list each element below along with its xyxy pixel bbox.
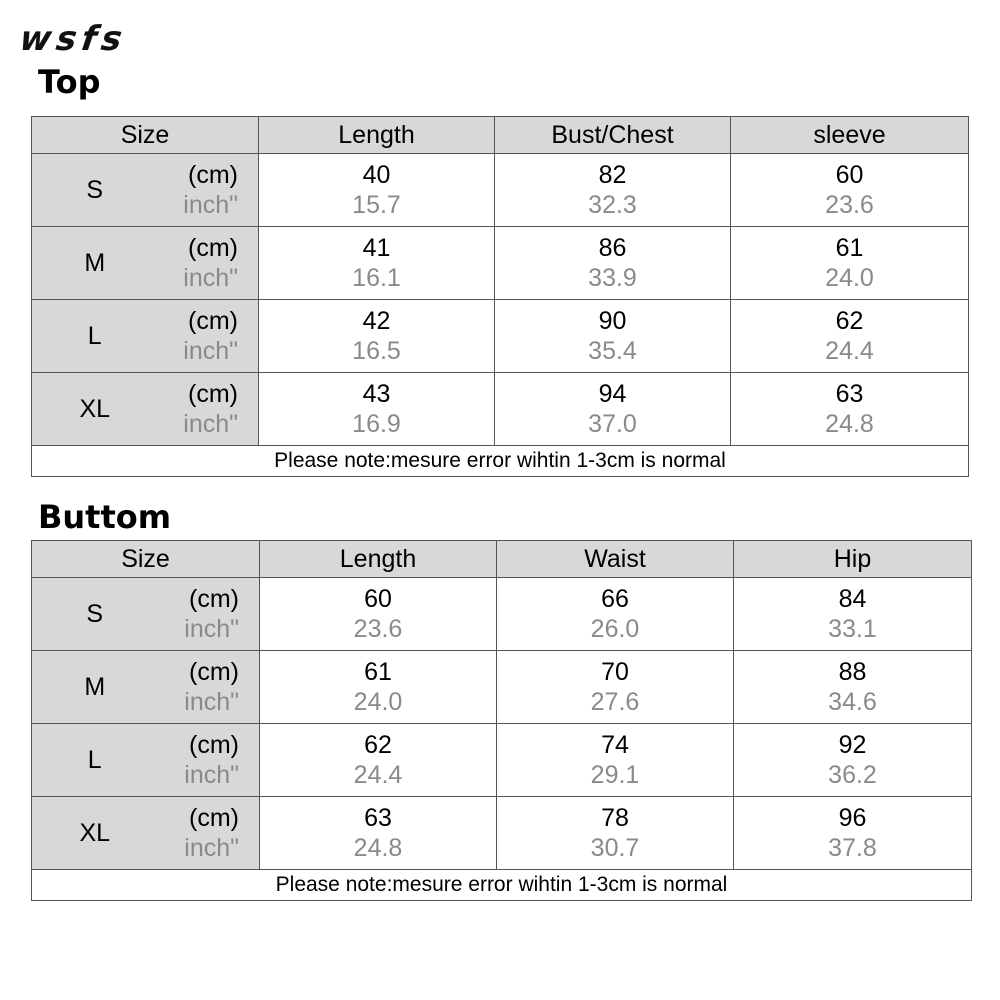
unit-cm-label: (cm) — [158, 724, 260, 761]
inch-value: 24.4 — [260, 760, 497, 797]
header-size: Size — [32, 117, 259, 154]
inch-value: 36.2 — [734, 760, 972, 797]
inch-value: 16.5 — [259, 336, 495, 373]
inch-value: 34.6 — [734, 687, 972, 724]
unit-inch-label: inch" — [158, 687, 260, 724]
cm-value: 70 — [497, 651, 734, 688]
header-length: Length — [259, 117, 495, 154]
unit-inch-label: inch" — [158, 614, 260, 651]
cm-value: 61 — [731, 227, 969, 264]
table-row — [32, 227, 969, 264]
inch-value: 16.1 — [259, 263, 495, 300]
cm-value: 96 — [734, 797, 972, 834]
note-row — [32, 446, 969, 477]
table-row — [32, 578, 972, 615]
inch-value: 15.7 — [259, 190, 495, 227]
unit-cm-label: (cm) — [158, 797, 260, 834]
cm-value: 60 — [731, 154, 969, 191]
header-sleeve: sleeve — [731, 117, 969, 154]
unit-cm-label: (cm) — [158, 154, 259, 191]
inch-value: 24.8 — [260, 833, 497, 870]
unit-cm-label: (cm) — [158, 227, 259, 264]
table-row — [32, 614, 972, 651]
inch-value: 32.3 — [495, 190, 731, 227]
cm-value: 60 — [260, 578, 497, 615]
inch-value: 24.0 — [260, 687, 497, 724]
cm-value: 62 — [260, 724, 497, 761]
cm-value: 82 — [495, 154, 731, 191]
header-length: Length — [260, 541, 497, 578]
table-row — [32, 263, 969, 300]
bottom-size-table — [31, 540, 972, 901]
table-row — [32, 154, 969, 191]
unit-inch-label: inch" — [158, 190, 259, 227]
cm-value: 66 — [497, 578, 734, 615]
unit-inch-label: inch" — [158, 409, 259, 446]
unit-inch-label: inch" — [158, 760, 260, 797]
table-row — [32, 373, 969, 410]
cm-value: 41 — [259, 227, 495, 264]
table-row — [32, 336, 969, 373]
table-row — [32, 300, 969, 337]
inch-value: 24.8 — [731, 409, 969, 446]
inch-value: 26.0 — [497, 614, 734, 651]
inch-value: 37.8 — [734, 833, 972, 870]
unit-inch-label: inch" — [158, 263, 259, 300]
top-header-row — [32, 117, 969, 154]
header-waist: Waist — [497, 541, 734, 578]
size-label: M — [32, 651, 158, 724]
cm-value: 61 — [260, 651, 497, 688]
size-label: XL — [32, 797, 158, 870]
cm-value: 78 — [497, 797, 734, 834]
table-row — [32, 833, 972, 870]
cm-value: 92 — [734, 724, 972, 761]
unit-cm-label: (cm) — [158, 373, 259, 410]
size-label: L — [32, 724, 158, 797]
inch-value: 16.9 — [259, 409, 495, 446]
top-section-title: Top — [38, 63, 101, 101]
cm-value: 63 — [731, 373, 969, 410]
unit-inch-label: inch" — [158, 833, 260, 870]
table-row — [32, 724, 972, 761]
cm-value: 84 — [734, 578, 972, 615]
table-row — [32, 760, 972, 797]
bottom-header-row — [32, 541, 972, 578]
bottom-section-title: Buttom — [38, 498, 172, 536]
table-row — [32, 687, 972, 724]
measurement-note: Please note:mesure error wihtin 1-3cm is normal — [32, 870, 972, 901]
table-row — [32, 651, 972, 688]
cm-value: 63 — [260, 797, 497, 834]
inch-value: 24.4 — [731, 336, 969, 373]
inch-value: 33.9 — [495, 263, 731, 300]
unit-inch-label: inch" — [158, 336, 259, 373]
inch-value: 29.1 — [497, 760, 734, 797]
inch-value: 35.4 — [495, 336, 731, 373]
note-row — [32, 870, 972, 901]
top-size-table — [31, 116, 969, 477]
table-row — [32, 190, 969, 227]
size-label: L — [32, 300, 158, 373]
header-bust-chest: Bust/Chest — [495, 117, 731, 154]
inch-value: 23.6 — [731, 190, 969, 227]
unit-cm-label: (cm) — [158, 578, 260, 615]
inch-value: 24.0 — [731, 263, 969, 300]
size-label: S — [32, 154, 158, 227]
measurement-note: Please note:mesure error wihtin 1-3cm is normal — [32, 446, 969, 477]
header-size: Size — [32, 541, 260, 578]
cm-value: 88 — [734, 651, 972, 688]
cm-value: 62 — [731, 300, 969, 337]
header-hip: Hip — [734, 541, 972, 578]
inch-value: 33.1 — [734, 614, 972, 651]
cm-value: 94 — [495, 373, 731, 410]
size-label: XL — [32, 373, 158, 446]
unit-cm-label: (cm) — [158, 300, 259, 337]
inch-value: 30.7 — [497, 833, 734, 870]
cm-value: 42 — [259, 300, 495, 337]
cm-value: 86 — [495, 227, 731, 264]
inch-value: 23.6 — [260, 614, 497, 651]
table-row — [32, 797, 972, 834]
size-label: M — [32, 227, 158, 300]
cm-value: 43 — [259, 373, 495, 410]
inch-value: 27.6 — [497, 687, 734, 724]
cm-value: 74 — [497, 724, 734, 761]
inch-value: 37.0 — [495, 409, 731, 446]
table-row — [32, 409, 969, 446]
cm-value: 90 — [495, 300, 731, 337]
unit-cm-label: (cm) — [158, 651, 260, 688]
brand-logo: wsfs — [17, 19, 130, 59]
cm-value: 40 — [259, 154, 495, 191]
size-label: S — [32, 578, 158, 651]
